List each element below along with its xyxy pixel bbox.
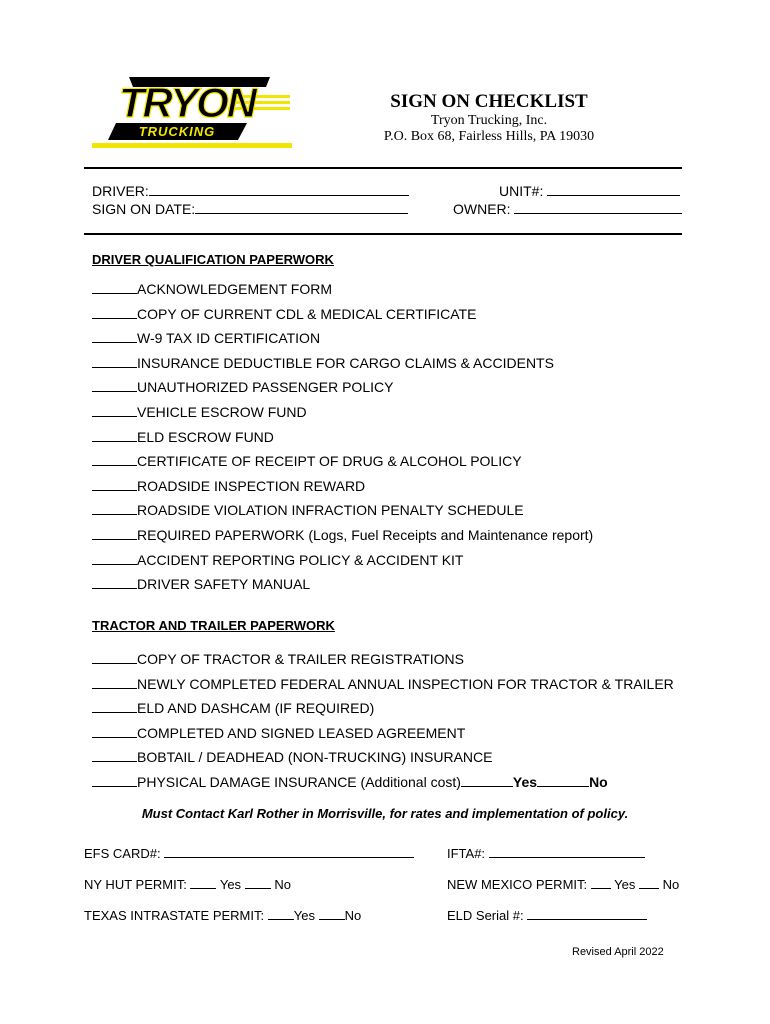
check-blank[interactable]: [92, 551, 137, 565]
unit-label: UNIT#:: [499, 183, 544, 199]
nm-no-blank[interactable]: [639, 875, 659, 889]
texas-intrastate-permit-field: [84, 906, 361, 925]
check-blank[interactable]: [92, 724, 137, 738]
ny-hut-no-blank[interactable]: [245, 875, 271, 889]
checklist-item: UNAUTHORIZED PASSENGER POLICY: [92, 378, 593, 403]
owner-label: OWNER:: [453, 201, 511, 217]
check-blank[interactable]: [92, 675, 137, 689]
checklist-item: CERTIFICATE OF RECEIPT OF DRUG & ALCOHOL POLICY: [92, 452, 593, 477]
checklist-item: ELD AND DASHCAM (IF REQUIRED): [92, 699, 674, 724]
divider-middle: [84, 233, 682, 235]
section-heading-driver-qualification: DRIVER QUALIFICATION PAPERWORK: [92, 252, 334, 267]
ifta-field: [447, 844, 645, 863]
driver-qualification-checklist: [92, 280, 593, 600]
check-blank[interactable]: [92, 699, 137, 713]
check-blank[interactable]: [92, 428, 137, 442]
check-blank[interactable]: [92, 305, 137, 319]
check-blank[interactable]: [92, 354, 137, 368]
checklist-item: INSURANCE DEDUCTIBLE FOR CARGO CLAIMS & ACCIDENTS: [92, 354, 593, 379]
nm-permit-label: NEW MEXICO PERMIT:: [447, 877, 588, 892]
tryon-trucking-logo: [92, 73, 292, 155]
eld-serial-label: ELD Serial #:: [447, 908, 524, 923]
sign-on-date-label: SIGN ON DATE:: [92, 201, 196, 217]
check-blank[interactable]: [92, 452, 137, 466]
check-blank[interactable]: [92, 748, 137, 762]
no-blank[interactable]: [537, 773, 589, 787]
check-blank[interactable]: [92, 526, 137, 540]
owner-field: [453, 200, 682, 218]
no-label: No: [589, 773, 608, 790]
sign-on-date-field: [92, 200, 408, 218]
document-title: SIGN ON CHECKLIST: [390, 91, 588, 112]
policy-note: Must Contact Karl Rother in Morrisville, for rates and implementation of policy.: [141, 806, 629, 821]
checklist-item: REQUIRED PAPERWORK (Logs, Fuel Receipts and Maintenance report): [92, 526, 593, 551]
driver-field: [92, 182, 409, 200]
checklist-item: NEWLY COMPLETED FEDERAL ANNUAL INSPECTION FOR TRACTOR & TRAILER: [92, 675, 674, 700]
svg-text:TRYON: TRYON: [118, 79, 256, 126]
checklist-item: DRIVER SAFETY MANUAL: [92, 575, 593, 600]
tx-yes-label: Yes: [293, 908, 315, 923]
company-address: P.O. Box 68, Fairless Hills, PA 19030: [383, 129, 595, 144]
checklist-item: COPY OF CURRENT CDL & MEDICAL CERTIFICATE: [92, 305, 593, 330]
new-mexico-permit-field: [447, 875, 679, 894]
checklist-item: ELD ESCROW FUND: [92, 428, 593, 453]
ifta-input-line[interactable]: [489, 844, 645, 858]
efs-card-field: [84, 844, 414, 863]
checklist-item: ACCIDENT REPORTING POLICY & ACCIDENT KIT: [92, 551, 593, 576]
ny-hut-label: NY HUT PERMIT:: [84, 877, 187, 892]
check-blank[interactable]: [92, 773, 137, 787]
efs-card-label: EFS CARD#:: [84, 846, 161, 861]
checklist-item: COPY OF TRACTOR & TRAILER REGISTRATIONS: [92, 650, 674, 675]
unit-field: [499, 182, 680, 200]
checklist-item: BOBTAIL / DEADHEAD (NON-TRUCKING) INSURANCE: [92, 748, 674, 773]
check-blank[interactable]: [92, 329, 137, 343]
tx-no-label: No: [344, 908, 362, 923]
tractor-trailer-checklist: [92, 650, 674, 798]
checklist-item: ROADSIDE VIOLATION INFRACTION PENALTY SCHEDULE: [92, 501, 593, 526]
ny-hut-yes-blank[interactable]: [190, 875, 216, 889]
ny-hut-permit-field: [84, 875, 291, 894]
yes-blank[interactable]: [461, 773, 513, 787]
sign-on-date-input-line[interactable]: [195, 200, 408, 214]
tx-permit-label: TEXAS INTRASTATE PERMIT:: [84, 908, 265, 923]
check-blank[interactable]: [92, 378, 137, 392]
ifta-label: IFTA#:: [447, 846, 486, 861]
yes-label: Yes: [512, 773, 538, 790]
checklist-item: W-9 TAX ID CERTIFICATION: [92, 329, 593, 354]
ny-hut-no-label: No: [274, 877, 291, 892]
check-blank[interactable]: [92, 280, 137, 294]
check-blank[interactable]: [92, 650, 137, 664]
nm-yes-label: Yes: [614, 877, 636, 892]
revision-note: Revised April 2022: [572, 946, 664, 958]
nm-yes-blank[interactable]: [591, 875, 611, 889]
check-blank[interactable]: [92, 477, 137, 491]
unit-input-line[interactable]: [547, 182, 680, 196]
check-blank[interactable]: [92, 501, 137, 515]
company-name: Tryon Trucking, Inc.: [430, 113, 548, 128]
driver-label: DRIVER:: [92, 183, 149, 199]
check-blank[interactable]: [92, 575, 137, 589]
eld-serial-input-line[interactable]: [527, 906, 647, 920]
section-heading-tractor-trailer: TRACTOR AND TRAILER PAPERWORK: [92, 618, 335, 633]
owner-input-line[interactable]: [514, 200, 682, 214]
check-blank[interactable]: [92, 403, 137, 417]
nm-no-label: No: [662, 877, 680, 892]
svg-text:TRUCKING: TRUCKING: [138, 124, 216, 139]
checklist-item-physical-damage: PHYSICAL DAMAGE INSURANCE (Additional cost) Yes No: [92, 773, 674, 798]
tx-yes-blank[interactable]: [268, 906, 294, 920]
efs-card-input-line[interactable]: [164, 844, 414, 858]
divider-top: [84, 167, 682, 169]
checklist-item: ROADSIDE INSPECTION REWARD: [92, 477, 593, 502]
checklist-item: ACKNOWLEDGEMENT FORM: [92, 280, 593, 305]
tx-no-blank[interactable]: [319, 906, 345, 920]
eld-serial-field: [447, 906, 647, 925]
ny-hut-yes-label: Yes: [219, 877, 242, 892]
checklist-item: VEHICLE ESCROW FUND: [92, 403, 593, 428]
driver-input-line[interactable]: [149, 182, 409, 196]
checklist-item: COMPLETED AND SIGNED LEASED AGREEMENT: [92, 724, 674, 749]
